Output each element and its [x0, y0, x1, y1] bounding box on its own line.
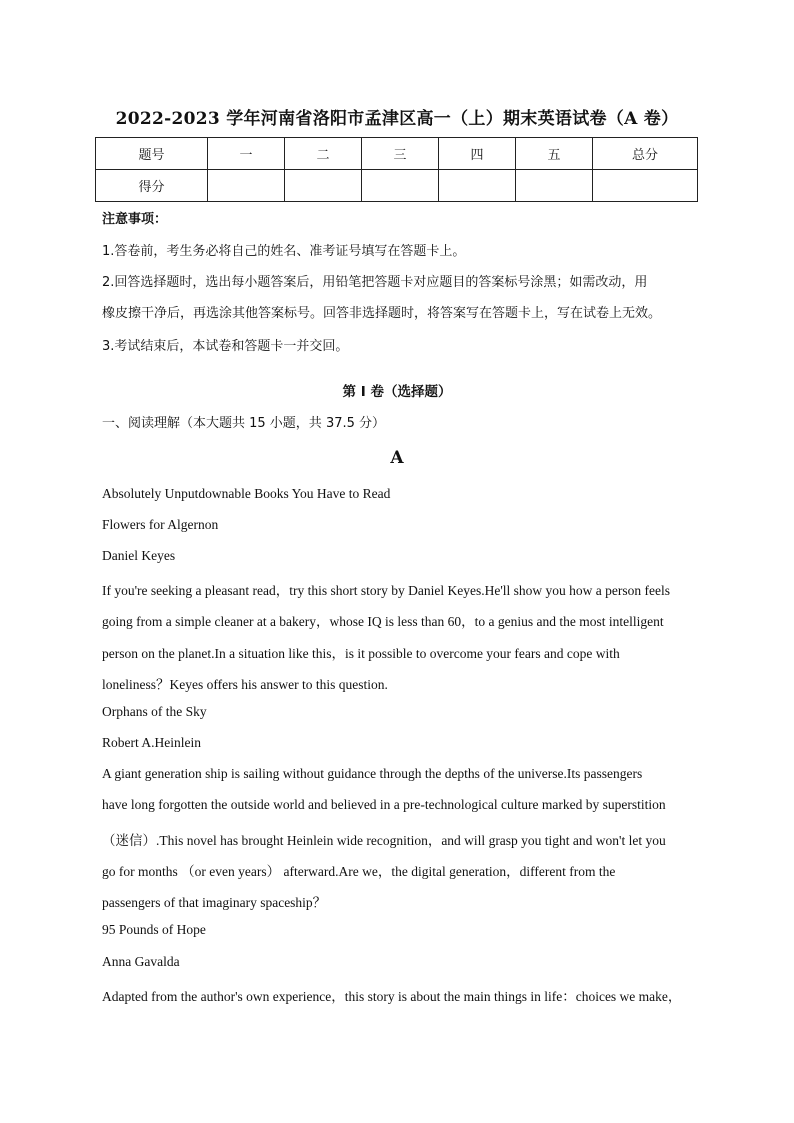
- passage-line: passengers of that imaginary spaceship？: [102, 895, 327, 910]
- table-cell: 五: [516, 138, 593, 170]
- passage-line: going from a simple cleaner at a bakery，whose IQ is less than 60，to a genius and the most intelligent: [102, 614, 664, 629]
- score-entry-cell: [593, 170, 698, 202]
- passage-line: Absolutely Unputdownable Books You Have to Read: [102, 486, 391, 501]
- notice-heading: 注意事项：: [102, 212, 168, 227]
- table-cell: 四: [439, 138, 516, 170]
- score-entry-cell: [285, 170, 362, 202]
- passage-line: Robert A.Heinlein: [102, 735, 201, 750]
- score-table-header-row: [96, 138, 698, 170]
- passage-line: Flowers for Algernon: [102, 517, 219, 532]
- passage-line: loneliness？Keyes offers his answer to this question.: [102, 677, 388, 692]
- section-title: 第 I 卷（选择题）: [342, 384, 452, 400]
- notice-line: 1.答卷前，考生务必将自己的姓名、准考证号填写在答题卡上。: [102, 244, 466, 259]
- score-table: [95, 137, 698, 202]
- passage-line: Anna Gavalda: [102, 954, 180, 969]
- passage-line: go for months （or even years） afterward.Are we，the digital generation，different from the: [102, 864, 616, 879]
- passage-line: 95 Pounds of Hope: [102, 922, 206, 937]
- score-entry-cell: [208, 170, 285, 202]
- notice-line: 3.考试结束后，本试卷和答题卡一并交回。: [102, 339, 349, 354]
- passage-line: Orphans of the Sky: [102, 704, 207, 719]
- passage-line: If you're seeking a pleasant read，try this short story by Daniel Keyes.He'll show you how a person feels: [102, 583, 670, 598]
- passage-line: （迷信）.This novel has brought Heinlein wide recognition，and will grasp you tight and won't let you: [102, 833, 666, 848]
- table-cell: 三: [362, 138, 439, 170]
- passage-line: Daniel Keyes: [102, 548, 176, 563]
- table-cell: 二: [285, 138, 362, 170]
- table-cell: 一: [208, 138, 285, 170]
- part-heading: 一、阅读理解（本大题共 15 小题，共 37.5 分）: [102, 416, 386, 431]
- notice-line: 橡皮擦干净后，再选涂其他答案标号。回答非选择题时，将答案写在答题卡上，写在试卷上无效。: [102, 306, 662, 321]
- passage-line: have long forgotten the outside world and believed in a pre-technological culture marked by superstition: [102, 797, 666, 812]
- notice-line: 2.回答选择题时，选出每小题答案后，用铅笔把答题卡对应题目的答案标号涂黑；如需改动，用: [102, 275, 648, 290]
- passage-line: A giant generation ship is sailing without guidance through the depths of the universe.Its passengers: [102, 766, 643, 781]
- score-entry-cell: [439, 170, 516, 202]
- table-cell: 总分: [593, 138, 698, 170]
- passage-letter: A: [390, 448, 404, 468]
- score-entry-cell: [516, 170, 593, 202]
- score-entry-cell: [362, 170, 439, 202]
- exam-title: 2022-2023 学年河南省洛阳市孟津区高一（上）期末英语试卷（A 卷）: [115, 109, 679, 129]
- table-cell: 得分: [96, 170, 208, 202]
- score-table-score-row: [96, 170, 698, 202]
- table-cell: 题号: [96, 138, 208, 170]
- passage-line: person on the planet.In a situation like this，is it possible to overcome your fears and cope with: [102, 646, 620, 661]
- passage-line: Adapted from the author's own experience，this story is about the main things in life：choices we make，: [102, 989, 682, 1004]
